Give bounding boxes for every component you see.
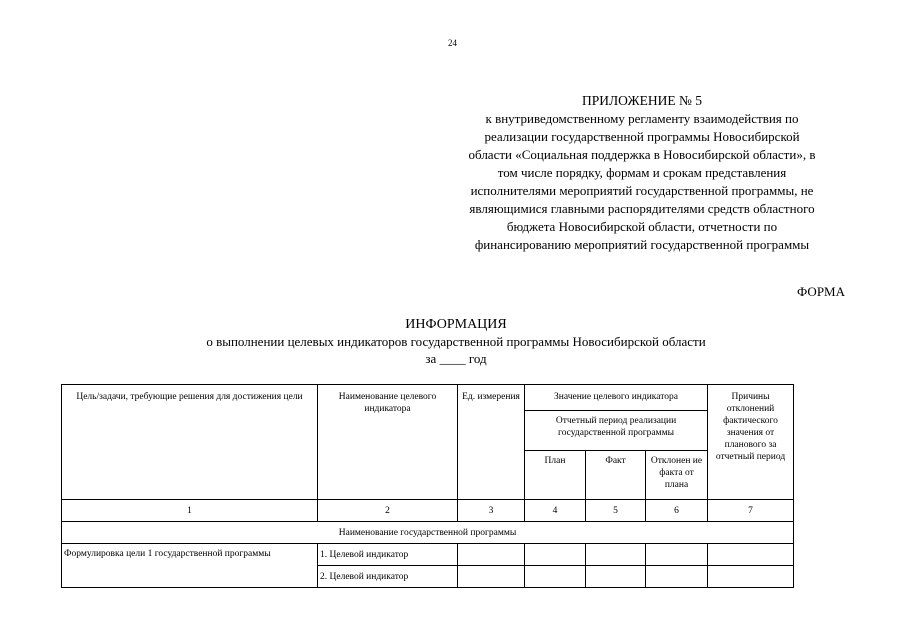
empty-cell — [708, 566, 794, 588]
header-reasons: Причины отклонений фактического значения от планового за отчетный период — [708, 385, 794, 500]
appendix-line: реализации государственной программы Новосибирской — [484, 129, 800, 144]
appendix-line: том числе порядку, формам и срокам представления — [497, 165, 787, 180]
header-indicator-value: Значение целевого индикатора — [525, 385, 708, 411]
empty-cell — [708, 544, 794, 566]
goal-cell: Формулировка цели 1 государственной программы — [62, 544, 318, 588]
indicator-cell: 1. Целевой индикатор — [318, 544, 458, 566]
empty-cell — [458, 566, 525, 588]
appendix-title: ПРИЛОЖЕНИЕ № 5 — [581, 93, 703, 108]
indicators-table — [61, 384, 794, 588]
heading-subtitle: о выполнении целевых индикаторов государственной программы Новосибирской области — [206, 334, 706, 349]
document-heading — [0, 316, 905, 367]
header-unit: Ед. измерения — [458, 385, 525, 500]
empty-cell — [525, 566, 586, 588]
form-label: ФОРМА — [797, 284, 845, 299]
header-reporting-period: Отчетный период реализации государственной программы — [525, 411, 708, 451]
empty-cell — [646, 566, 708, 588]
column-number: 1 — [62, 500, 318, 522]
appendix-block — [428, 92, 856, 254]
header-goal: Цель/задачи, требующие решения для достижения цели — [62, 385, 318, 500]
column-number: 4 — [525, 500, 586, 522]
header-fact: Факт — [586, 451, 646, 500]
appendix-line: бюджета Новосибирской области, отчетности по — [506, 219, 778, 234]
heading-period: за ____ год — [425, 351, 487, 366]
column-number: 5 — [586, 500, 646, 522]
column-number: 6 — [646, 500, 708, 522]
appendix-line: исполнителями мероприятий государственной программы, не — [470, 183, 814, 198]
appendix-line: области «Социальная поддержка в Новосибирской области», в — [468, 147, 816, 162]
empty-cell — [646, 544, 708, 566]
header-plan: План — [525, 451, 586, 500]
header-indicator-name: Наименование целевого индикатора — [318, 385, 458, 500]
empty-cell — [525, 544, 586, 566]
column-number: 7 — [708, 500, 794, 522]
empty-cell — [458, 544, 525, 566]
section-program-name: Наименование государственной программы — [62, 522, 794, 544]
appendix-line: являющимися главными распорядителями средств областного — [469, 201, 815, 216]
appendix-line: финансированию мероприятий государственной программы — [474, 237, 810, 252]
page-number: 24 — [448, 38, 457, 48]
indicator-cell: 2. Целевой индикатор — [318, 566, 458, 588]
heading-title: ИНФОРМАЦИЯ — [405, 317, 507, 332]
header-deviation: Отклонен ие факта от плана — [646, 451, 708, 500]
appendix-line: к внутриведомственному регламенту взаимодействия по — [485, 111, 799, 126]
empty-cell — [586, 544, 646, 566]
column-number: 2 — [318, 500, 458, 522]
empty-cell — [586, 566, 646, 588]
column-number: 3 — [458, 500, 525, 522]
table-row — [62, 544, 794, 566]
